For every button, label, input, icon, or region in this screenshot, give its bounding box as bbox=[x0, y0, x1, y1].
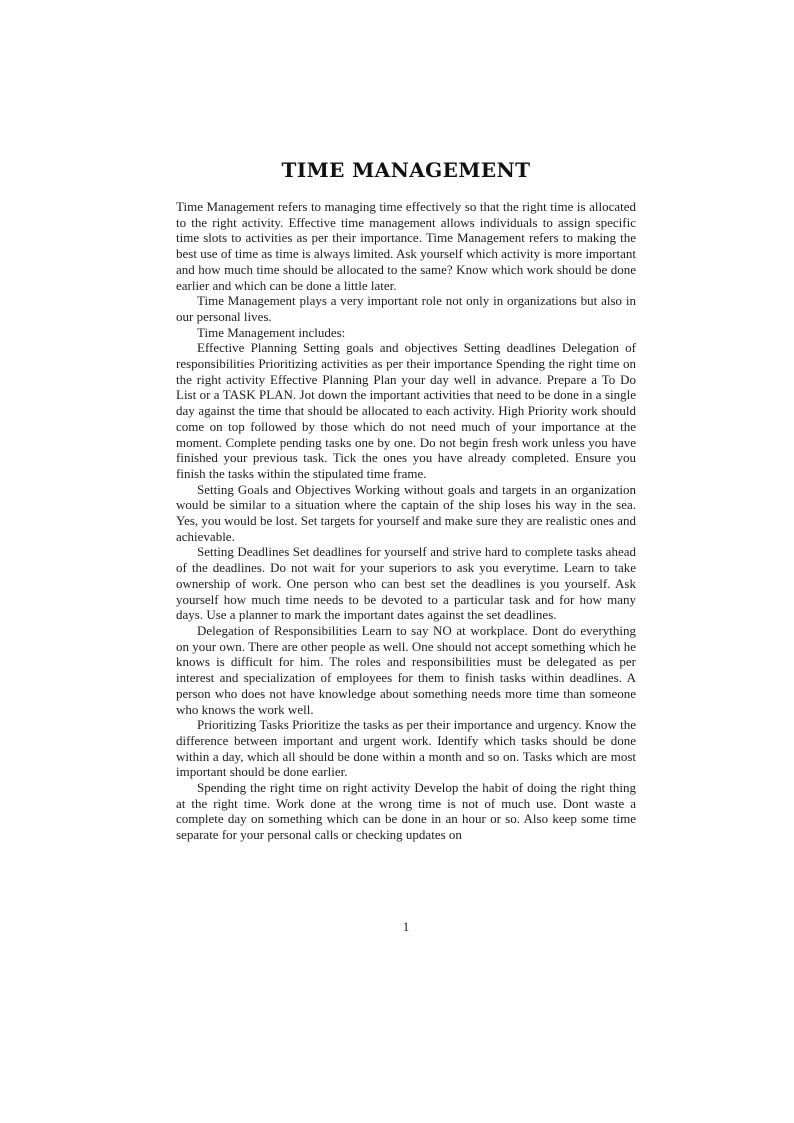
page-number: 1 bbox=[402, 919, 410, 934]
paragraph: Setting Deadlines Set deadlines for yourself and strive hard to complete tasks ahead of the deadlines. Do not wait for your superiors to ask you everytime. Learn to take ownership of work. One person who can best set the deadlines is you yourself. Ask yourself how much time needs to be devoted to a particular task and for how many days. Use a planner to mark the important dates against the set deadlines. bbox=[176, 544, 636, 623]
text-block bbox=[176, 158, 636, 843]
paragraph: Delegation of Responsibilities Learn to say NO at workplace. Dont do everything on your own. There are other people as well. One should not accept something which he knows is difficult for him. The roles and responsibilities must be delegated as per interest and specialization of employees for them to finish tasks within deadlines. A person who does not have knowledge about something needs more time than someone who knows the work well. bbox=[176, 622, 636, 717]
paragraph: Effective Planning Setting goals and objectives Setting deadlines Delegation of responsibilities Prioritizing activities as per their importance Spending the right time on the right activity Effective Planning Plan your day well in advance. Prepare a To Do List or a TASK PLAN. Jot down the important activities that need to be done in a single day against the time that should be allocated to each activity. High Priority work should come on top followed by those which do not need much of your importance at the moment. Complete pending tasks one by one. Do not begin fresh work unless you have finished your previous task. Tick the ones you have already completed. Ensure you finish the tasks within the stipulated time frame. bbox=[176, 340, 636, 481]
paragraph: Spending the right time on right activity Develop the habit of doing the right thing at the right time. Work done at the wrong time is not of much use. Dont waste a complete day on something which can be done in an hour or so. Also keep some time separate for your personal calls or checking updates on bbox=[176, 780, 636, 843]
paragraph: Time Management includes: bbox=[197, 324, 346, 340]
paragraph: Setting Goals and Objectives Working without goals and targets in an organization would be similar to a situation where the captain of the ship loses his way in the sea. Yes, you would be lost. Set targets for yourself and make sure they are realistic ones and achievable. bbox=[176, 481, 636, 544]
paragraph: Time Management plays a very important role not only in organizations but also in our personal lives. bbox=[176, 293, 636, 324]
document-title: TIME MANAGEMENT bbox=[281, 158, 531, 182]
paragraph: Prioritizing Tasks Prioritize the tasks as per their importance and urgency. Know the difference between important and urgent work. Identify which tasks should be done within a day, which all should be done within a month and so on. Tasks which are most important should be done earlier. bbox=[176, 717, 636, 780]
document-body bbox=[176, 199, 636, 843]
paragraph: Time Management refers to managing time effectively so that the right time is allocated to the right activity. Effective time management allows individuals to assign specific time slots to activities as per their importance. Time Management refers to making the best use of time as time is always limited. Ask yourself which activity is more important and how much time should be allocated to the same? Know which work should be done earlier and which can be done a little later. bbox=[176, 199, 636, 293]
